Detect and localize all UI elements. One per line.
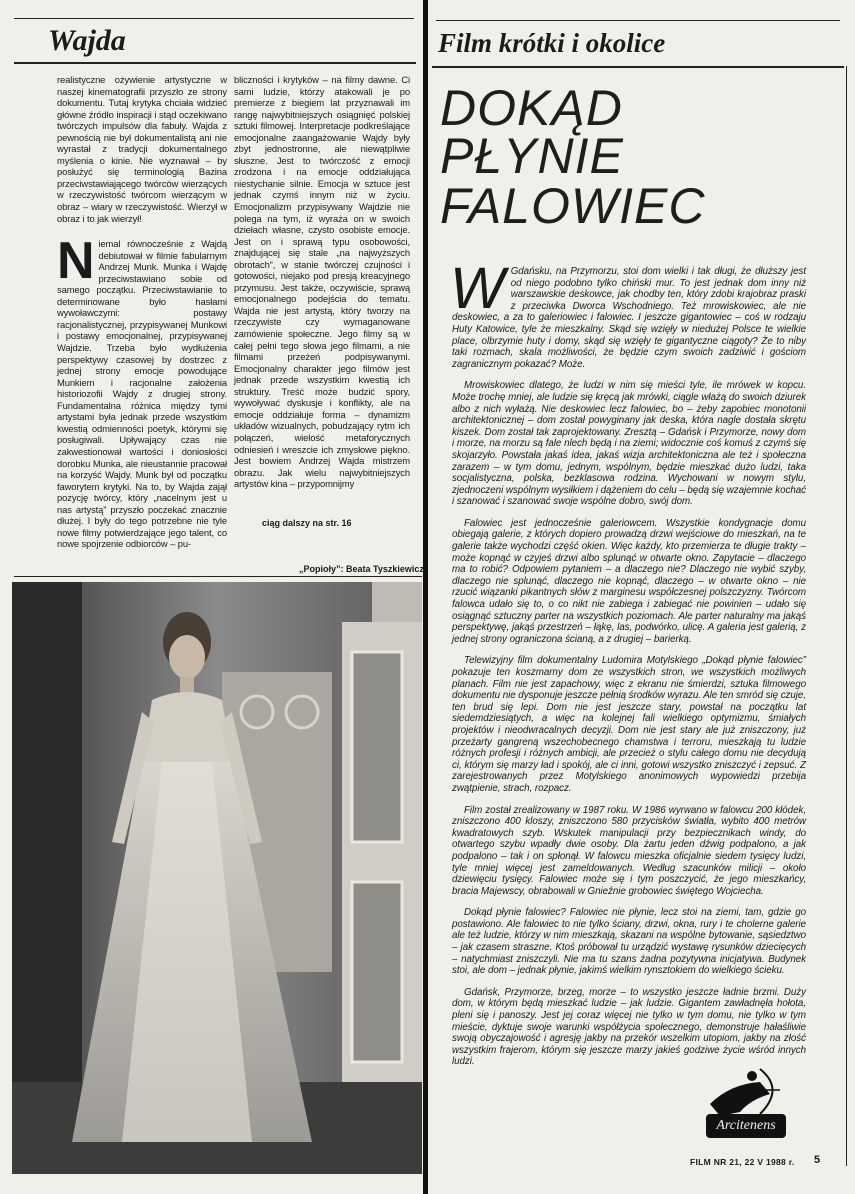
page-footer: FILM NR 21, 22 V 1988 r.: [690, 1157, 795, 1167]
article-paragraph-5: Film został zrealizowany w 1987 roku. W 1986 wyrwano w falowcu 200 kłódek, zniszczono 400 kloszy, zniszczono 580 przycisków światła, wybito 400 metrów kwadratowych szyb. Wskutek manipulacji przy bezpiecznikach windy, do otwartego szybu wpadły dwie osoby. Dla żartu jeden dźwig podpalono, a jak podpalono – tak i on spłonął. W falowcu mieszka oficjalnie siedem tysięcy ludzi, tyle mniej więcej jest zameldowanych. Według szacunków milicji – około dziewięciu tysięcy. Falowiec może się i tym poszczycić, że jego mieszkańcy, bracia Majewscy, obrabowali w Gnieźnie grobowiec świętego Wojciecha.: [452, 804, 806, 897]
article-title-line-1: DOKĄD: [440, 80, 623, 136]
continued-note: ciąg dalszy na str. 16: [262, 518, 352, 528]
column-2-text: bliczności i krytyków – na filmy dawne. Ci sami ludzie, którzy atakowali je po premierze z biegiem lat przyznawali im rangę najwybitniejszych osiągnięć polskiej sztuki filmowej. Interpretacje podkreślające emocjonalne zaangażowanie Wajdy były zbyt jednostronne, ale niewątpliwie słuszne. Jest to twórczość z emocji zrodzona i na emocje oddziałująca niestychanie silnie. Emocja w sztuce jest jednak czymś innym niż w życiu. Emocjonalizm przypisywany Wajdzie nie polega na tym, iż wyraża on w swoich dziełach własne, czysto osobiste emocje. Jest on i sprawą typu osobowości, znajdującej się stale „na najwyższych obrotach”, w stanie twórczej czujności i gotowości, niejako pod presją kreacyjnego przymusu. Jest także, oczywiście, sprawą emocjonalnego podejścia do tematu. Wajda nie jest artystą, który tworzy na rzeczywiste czy wymaganowane zamówienie społeczne. Jego filmy są w całej pełni tego słowa jego filmami, a nie filmami przeżeń podpisywanymi. Emocjonalny charakter jego filmów jest jednak przede wszystkim kwestią ich struktury. Treść może budzić spory, wywoływać dyskusje i konflikty, ale na emocje oddziałuje forma – dynamizm układów wizualnych, pobudzający rytm ich połączeń, wielość metaforycznych odniesień i wreszcie ich zmysłowe piękno. Jest bowiem Andrzej Wajda mistrzem obrazu. Jak wielu najwybitniejszych artystów kina – przypomnijmy: [234, 74, 410, 490]
column-1-main: [57, 232, 227, 550]
film-still-illustration: [12, 582, 422, 1174]
caption-rule: [14, 576, 422, 577]
arcitenens-logo: [700, 1064, 792, 1142]
top-rule-left: [14, 18, 414, 19]
article-paragraph-2: Mrowiskowiec dlatego, że ludzi w nim się mieści tyle, ile mrówek w kopcu. Może trochę mniej, ale ludzie się kręcą jak mrówki, ciągle włażą do swoich dziurek albo z nich wyłażą. Nie deskowiec lecz falowiec, bo – żeby zapobiec monotonii architektonicznej – dom został powyginany jak deska, która nagle dostała skrętu kiszek. Dom został tak zaprojektowany. Zresztą – Gdańsk i Przymorze, nowy dom i morze, na morzu są fale nlech będą i na ziemi; widocznie coś komuś z czymś się skojarzyło. Powstała jakaś idea, jakaś wizja architektoniczna ale też i społeczna zarazem – w tym domu, jednym, wspólnym, będzie mieszkać dużo ludzi, taka socjalistyczna, polska, bezklasowa rodzina. Wychowani w nowym stylu, zjednoczeni wspólnym wysiłkiem i dążeniem do celu – będą się wzajemnie kochać i szanować i szanować swoje wspólne dobro, swój dom.: [452, 380, 806, 508]
column-1: [57, 74, 227, 574]
article-paragraph-6: Dokąd płynie falowiec? Falowiec nie płynie, lecz stoi na ziemi, tam, gdzie go postawiono. Ale falowiec to nie tylko ściany, drzwi, okna, rury i te cholerne galerie ale też ludzie, którzy w nim mieszkają, skazani na wspólne bytowanie, sąsiedztwo – jak czasem straszne. Ktoś próbował tu urządzić wystawę rysunków dziecięcych – natychmiast zniszczyli. Nie ma tu szans żadna pozytywna inicjatywa. Budynek stoi, ale dom – jednak płynie, jakimś wielkim rynsztokiem do wielkiego ścieku.: [452, 907, 806, 977]
photo-caption: „Popioły”: Beata Tyszkiewicz: [299, 564, 424, 574]
article-paragraph-1: [450, 256, 806, 370]
article-paragraph-1-text: Gdańsku, na Przymorzu, stoi dom wielki i tak długi, że dłuższy jest od niego podobno tylko chiński mur. To jest jednak dom inny niż warszawskie deskowce, jak chodby ten, który zdobi krajobraz praski z przeciwka Dworca Wschodniego. Też mrowiskowiec, ale nie deskowiec, a za to galeriowiec i falowiec. I jeszcze gigantowiec – coś w rodzaju Huty Katowice, tyle że mieszkalny. Skąd się wzięły w niedużej Polsce te wielkie place, olbrzymie huty i domy, skąd się wzięły te gigantyczne ciągoty? Że to niby taki rozmach, skala możliwości, że będzie czym swoich zadziwić i gościom zagranicznym pokazać? Może.: [452, 266, 806, 370]
section-header-right: Film krótki i okolice: [438, 28, 666, 58]
article-body: [450, 256, 807, 1116]
page-number: 5: [814, 1154, 821, 1166]
section-header-left: Wajda: [48, 24, 126, 57]
article-title-line-2: PŁYNIE: [440, 128, 624, 184]
article-paragraph-3: Falowiec jest jednocześnie galeriowcem. Wszystkie kondygnacje domu obiegają galerie, z których dopiero prowadzą drzwi wejściowe do mieszkań, na te galerie także wychodzi część okien. Więc każdy, kto przemierza te długie trakty – może kopnąć w czyjeś drzwi albo splunąć w otwarte okno. Zapytacie – dlaczego ma to robić? Odpowiem pytaniem – a dlaczego nie? Dlaczego nie wybić szyby, dlaczego nie splunąć, dlaczego nie kopnąć, dlaczego – w otwarte okno – nie rzucić wiązanki pikantnych słów z marginesu współczesnej polszczyzny. Twórcom falowca udało się to, o co nikt nie zabiega i zabiegać nie powinien – udało się osiągnąć sztuczny parter na wszystkich poziomach. Ale parter naturalny ma jakąś perspektywę, jakąś przestrzeń – łąkę, las, podwórko, ulicę. A galeria jest galerią, z jednej strony ograniczona ścianą, a z drugiej – barierką.: [452, 517, 806, 645]
film-still-photo: [12, 582, 422, 1174]
article-drop-cap: W: [450, 256, 505, 321]
article-paragraph-7: Gdańsk, Przymorze, brzeg, morze – to wszystko jeszcze ładnie brzmi. Duży dom, w którym będą mieszkać ludzie – jak ludzie. Gigantem zawładnęła hołota, pleni się i panoszy. Jest jej coraz więcej nie tylko w tym domu, nie tylko w tym mieście, dyktuje swoje warunki współżycia społecznego, demonstruje hałaśliwie swoją obyczajowość i agresję jakby na przekór wszelkim utopiom, jakby na złość wszystkim frajerom, którym się jeszcze marzy jakieś godziwe życie wśród innych ludzi.: [452, 986, 806, 1068]
top-rule-right: [436, 20, 840, 21]
column-1-main-text: iemal równocześnie z Wajdą debiutował w filmie fabularnym Andrzej Munk. Munka i Wajdę przeciwstawiano sobie od samego początku. Przeciwstawianie to determinowane było hasłami wywoławczymi: postawy racjonalistycznej, przypisywanej Munkowi i postawy emocjonalnej, przypisywanej Wajdzie. Trzeba było wydłużenia perspektywy czasowej by dostrzec z jednej strony emocje powodujące Munkiem i racjonalne założenia historiozofii Wajdy z drugiej strony. Fundamentalna różnica między tymi artystami była jednak przede wszystkim kwestią odmienności poetyk, którymi się posługiwali. Upływający czas nie zakwestionował wartości i doniosłości dorobku Munka, ale nieustannie pracował na korzyść Wajdy. Munk był od początku faworytem krytyki. Na to, by Wajda zajął pozycję twórcy, który „nacelnym jest u nas artystą” przyszło poczekać znacznie dłużej. I były do tego potrzebne nie tyle nowe filmy potwierdzające jego talent, co nowe spojrzenie odbiorców – pu-: [57, 238, 227, 550]
article-title-line-3: FALOWIEC: [440, 178, 706, 234]
page-divider: [423, 0, 428, 1194]
right-margin-rule: [846, 66, 847, 1166]
column-1-intro: realistyczne ożywienie artystyczne w naszej kinematografii przyszło ze strony dokumentu. Tutaj krytyka chciała widzieć główne źródło inspiracji i stąd oczekiwano twórczych impulsów dla fabuły. Wajda z pewnością nie był dokumentalistą ani nie wyrastał z tradycji dokumentalnego myślenia o kinie. Nie wyznawał – by posłużyć się terminologią Bazina przeciwstawiającego twórców wierzących w rzeczywistość twórcom wierzącym w obraz – wiary w rzeczywistość. Wierzył w obraz i to jak wierzył!: [57, 74, 227, 224]
article-paragraph-4: Telewizyjny film dokumentalny Ludomira Motylskiego „Dokąd płynie falowiec” pokazuje ten koszmarny dom ze wszystkich stron, we wszystkich możliwych planach. Film nie jest zapachowy, więc z ekranu nie śmierdzi, sztuka filmowego dokumentu nie dysponuje jeszcze pełnią środków wyrazu. Ale ten smród się czuje, ten brud się lepi. Dom nie jest jeszcze stary, powstał na początku lat siedemdziesiątych, a więc na kolejnej fali wielkiego optymizmu, śmiałych projektów i nieodwracalnych decyzji. Dom nie jest stary ale już zniszczony, już przeżarty gangreną wszechobecnego chamstwa i terroru, mieszkają tu ludzie różnych profesji i różnych ambicji, ale przecież o stylu całego domu nie decydują ci, którym się marzy ład i spokój, ale ci inni, gotowi wszystko zniszczyć i zepsuć. Z zarejestrowanych przez Motylskiego anonimowych wypowiedzi przebija zwątpienie, strach, rozpacz.: [452, 655, 807, 794]
header-underline-right: [432, 66, 844, 68]
drop-cap-n: N: [57, 232, 95, 291]
logo-text: Arcitenens: [716, 1118, 776, 1133]
header-underline-left: [14, 62, 416, 64]
column-2: [234, 74, 410, 514]
